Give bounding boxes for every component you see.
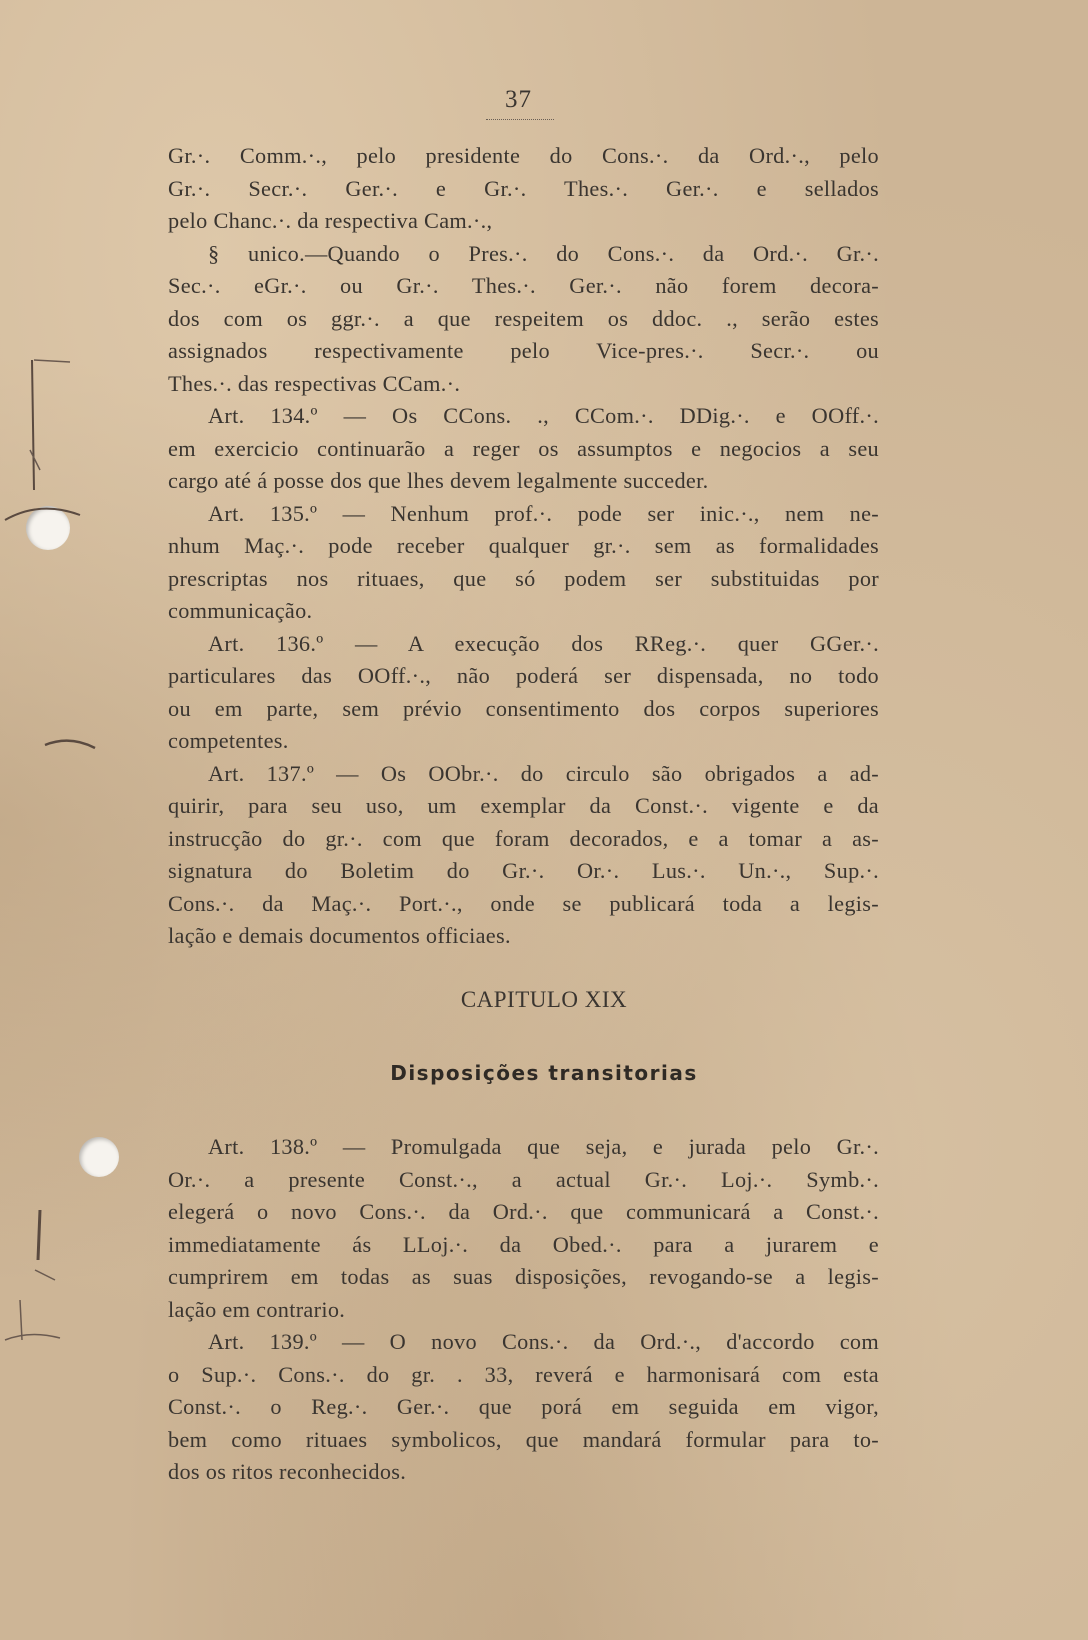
text-line: immediatamente ás LLoj.·. da Obed.·. para a jurarem e xyxy=(168,1231,879,1257)
text-line: Sec.·. eGr.·. ou Gr.·. Thes.·. Ger.·. não forem decora- xyxy=(168,273,879,298)
section-title: Disposições transitorias xyxy=(390,1061,698,1085)
text-line: prescriptas nos rituaes, que só podem ser substituidas por xyxy=(168,565,879,591)
text-line: dos com os ggr.·. a que respeitem os ddoc. ., serão estes xyxy=(168,305,879,331)
text-line: cumprirem em todas as suas disposições, revogando-se a legis- xyxy=(168,1264,879,1289)
text-line: lação e demais documentos officiaes. xyxy=(168,923,511,948)
text-line: nhum Maç.·. pode receber qualquer gr.·. sem as formalidades xyxy=(168,533,879,558)
text-line: Art. 135.º — Nenhum prof.·. pode ser inic.·., nem ne- xyxy=(208,500,879,526)
text-line: Art. 136.º — A execução dos RReg.·. quer GGer.·. xyxy=(208,630,879,656)
text-line: quirir, para seu uso, um exemplar da Const.·. vigente e da xyxy=(168,793,879,818)
text-line: instrucção do gr.·. com que foram decorados, e a tomar a as- xyxy=(168,825,879,851)
chapter-title: CAPITULO XIX xyxy=(460,987,628,1012)
text-line: assignados respectivamente pelo Vice-pres.·. Secr.·. ou xyxy=(168,338,879,363)
margin-annotation-mark xyxy=(40,730,100,760)
text-line: pelo Chanc.·. da respectiva Cam.·., xyxy=(168,208,493,233)
text-line: communicação. xyxy=(168,598,313,623)
text-line: cargo até á posse dos que lhes devem legalmente succeder. xyxy=(168,468,709,493)
text-line: Thes.·. das respectivas CCam.·. xyxy=(168,370,461,396)
text-line: Art. 139.º — O novo Cons.·. da Ord.·., d'accordo com xyxy=(208,1329,879,1354)
text-line: ou em parte, sem prévio consentimento dos corpos superiores xyxy=(168,695,879,721)
text-line: Cons.·. da Maç.·. Port.·., onde se publicará toda a legis- xyxy=(168,890,879,916)
margin-annotation-mark xyxy=(0,340,100,580)
text-line: lação em contrario. xyxy=(168,1296,346,1322)
text-line: elegerá o novo Cons.·. da Ord.·. que communicará a Const.·. xyxy=(168,1199,879,1224)
text-line: § unico.—Quando o Pres.·. do Cons.·. da Ord.·. Gr.·. xyxy=(208,240,879,266)
text-line: Gr.·. Comm.·., pelo presidente do Cons.·. da Ord.·., pelo xyxy=(168,143,879,168)
text-line: signatura do Boletim do Gr.·. Or.·. Lus.·. Un.·., Sup.·. xyxy=(168,858,879,883)
text-line: Art. 137.º — Os OObr.·. do circulo são obrigados a ad- xyxy=(208,760,879,786)
page-number: 37 xyxy=(505,86,532,113)
text-line: bem como rituaes symbolicos, que mandará formular para to- xyxy=(168,1426,879,1452)
text-line: dos os ritos reconhecidos. xyxy=(168,1459,407,1484)
body-text xyxy=(168,140,879,953)
text-line: Art. 138.º — Promulgada que seja, e jurada pelo Gr.·. xyxy=(208,1134,879,1159)
binder-hole-bottom xyxy=(79,1137,119,1177)
chapter-text xyxy=(168,1131,879,1489)
text-line: Or.·. a presente Const.·., a actual Gr.·. Loj.·. Symb.·. xyxy=(168,1166,879,1192)
text-line: competentes. xyxy=(168,728,289,753)
text-line: Const.·. o Reg.·. Ger.·. que porá em seguida em vigor, xyxy=(168,1394,879,1419)
margin-annotation-mark xyxy=(0,1200,90,1350)
text-line: Gr.·. Secr.·. Ger.·. e Gr.·. Thes.·. Ger.·. e sellados xyxy=(168,175,879,201)
text-line: Art. 134.º — Os CCons. ., CCom.·. DDig.·. e OOff.·. xyxy=(208,403,879,428)
text-line: particulares das OOff.·., não poderá ser dispensada, no todo xyxy=(168,663,879,688)
text-line: o Sup.·. Cons.·. do gr. . 33, reverá e harmonisará com esta xyxy=(168,1361,879,1387)
page-number-rule xyxy=(486,119,554,120)
text-line: em exercicio continuarão a reger os assumptos e negocios a seu xyxy=(168,435,879,461)
